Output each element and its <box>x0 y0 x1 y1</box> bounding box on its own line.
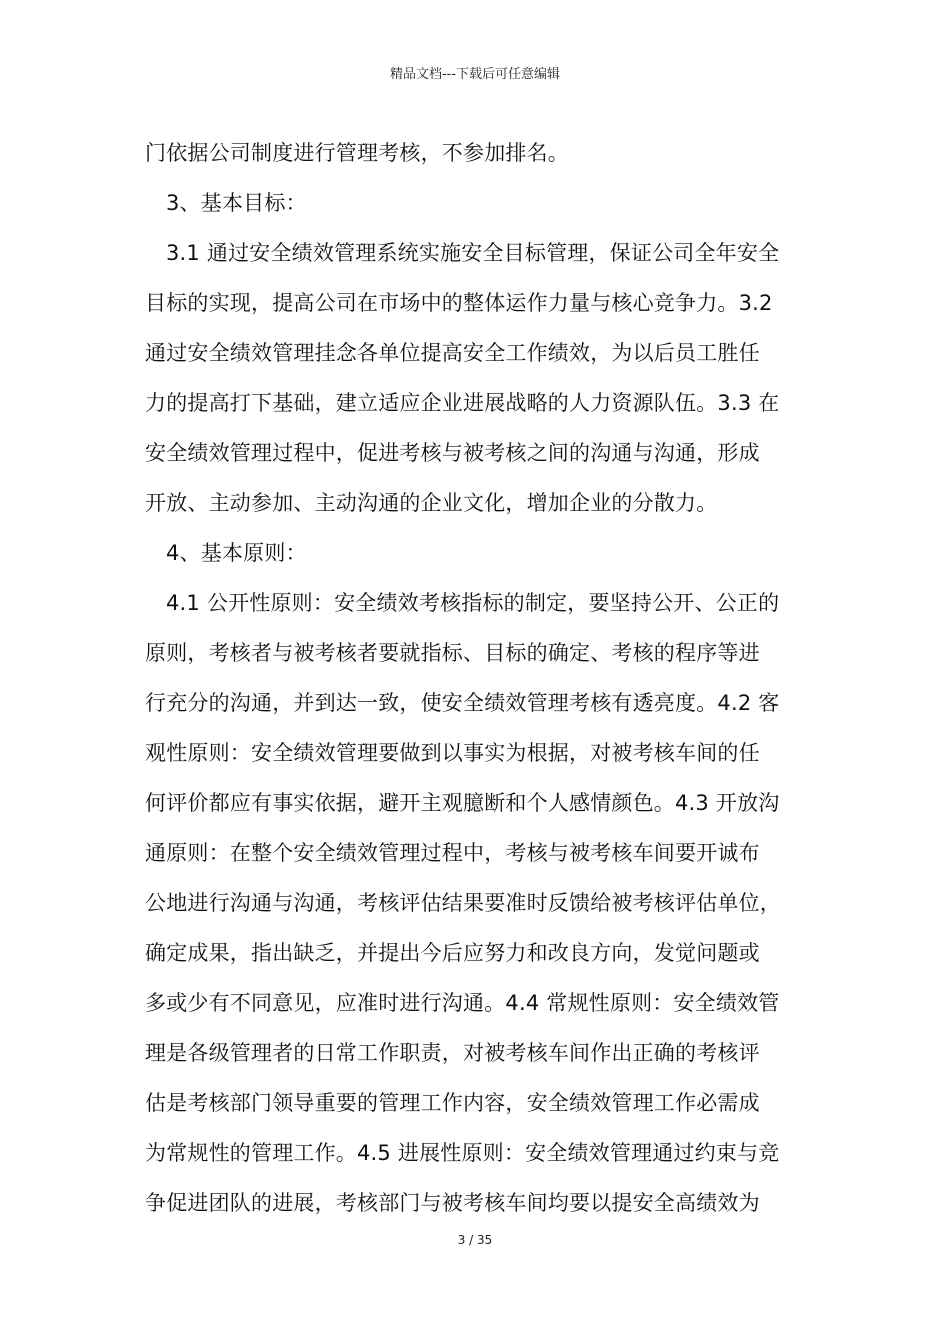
section-heading: 4、基本原则： <box>166 541 307 565</box>
body-line: 门依据公司制度进行管理考核，不参加排名。 <box>145 141 569 165</box>
body-line: 通过安全绩效管理挂念各单位提高安全工作绩效，为以后员工胜任 <box>145 341 760 365</box>
body-line: 4.1 公开性原则：安全绩效考核指标的制定，要坚持公开、公正的 <box>166 591 780 615</box>
page-number: 3 / 35 <box>457 1233 493 1247</box>
body-line: 原则，考核者与被考核者要就指标、目标的确定、考核的程序等进 <box>145 641 760 665</box>
body-line: 目标的实现，提高公司在市场中的整体运作力量与核心竞争力。3.2 <box>145 291 773 315</box>
body-line: 理是各级管理者的日常工作职责，对被考核车间作出正确的考核评 <box>145 1041 760 1065</box>
body-line: 3.1 通过安全绩效管理系统实施安全目标管理，保证公司全年安全 <box>166 241 780 265</box>
body-line: 公地进行沟通与沟通，考核评估结果要准时反馈给被考核评估单位， <box>145 891 781 915</box>
body-line: 估是考核部门领导重要的管理工作内容，安全绩效管理工作必需成 <box>145 1091 760 1115</box>
body-line: 安全绩效管理过程中，促进考核与被考核之间的沟通与沟通，形成 <box>145 441 760 465</box>
page-header: 精品文档---下载后可任意编辑 <box>389 67 561 82</box>
body-line: 为常规性的管理工作。4.5 进展性原则：安全绩效管理通过约束与竞 <box>145 1141 780 1165</box>
body-line: 多或少有不同意见，应准时进行沟通。4.4 常规性原则：安全绩效管 <box>145 991 780 1015</box>
body-line: 观性原则：安全绩效管理要做到以事实为根据，对被考核车间的任 <box>145 741 760 765</box>
body-line: 通原则：在整个安全绩效管理过程中，考核与被考核车间要开诚布 <box>145 841 760 865</box>
body-line: 确定成果，指出缺乏，并提出今后应努力和改良方向，发觉问题或 <box>145 941 760 965</box>
body-line: 开放、主动参加、主动沟通的企业文化，增加企业的分散力。 <box>145 491 718 515</box>
body-line: 行充分的沟通，并到达一致，使安全绩效管理考核有透亮度。4.2 客 <box>145 691 780 715</box>
body-line: 争促进团队的进展，考核部门与被考核车间均要以提安全高绩效为 <box>145 1191 760 1215</box>
section-heading: 3、基本目标： <box>166 191 307 215</box>
body-line: 力的提高打下基础，建立适应企业进展战略的人力资源队伍。3.3 在 <box>145 391 780 415</box>
body-line: 何评价都应有事实依据，避开主观臆断和个人感情颜色。4.3 开放沟 <box>145 791 780 815</box>
document-body <box>145 128 817 1228</box>
